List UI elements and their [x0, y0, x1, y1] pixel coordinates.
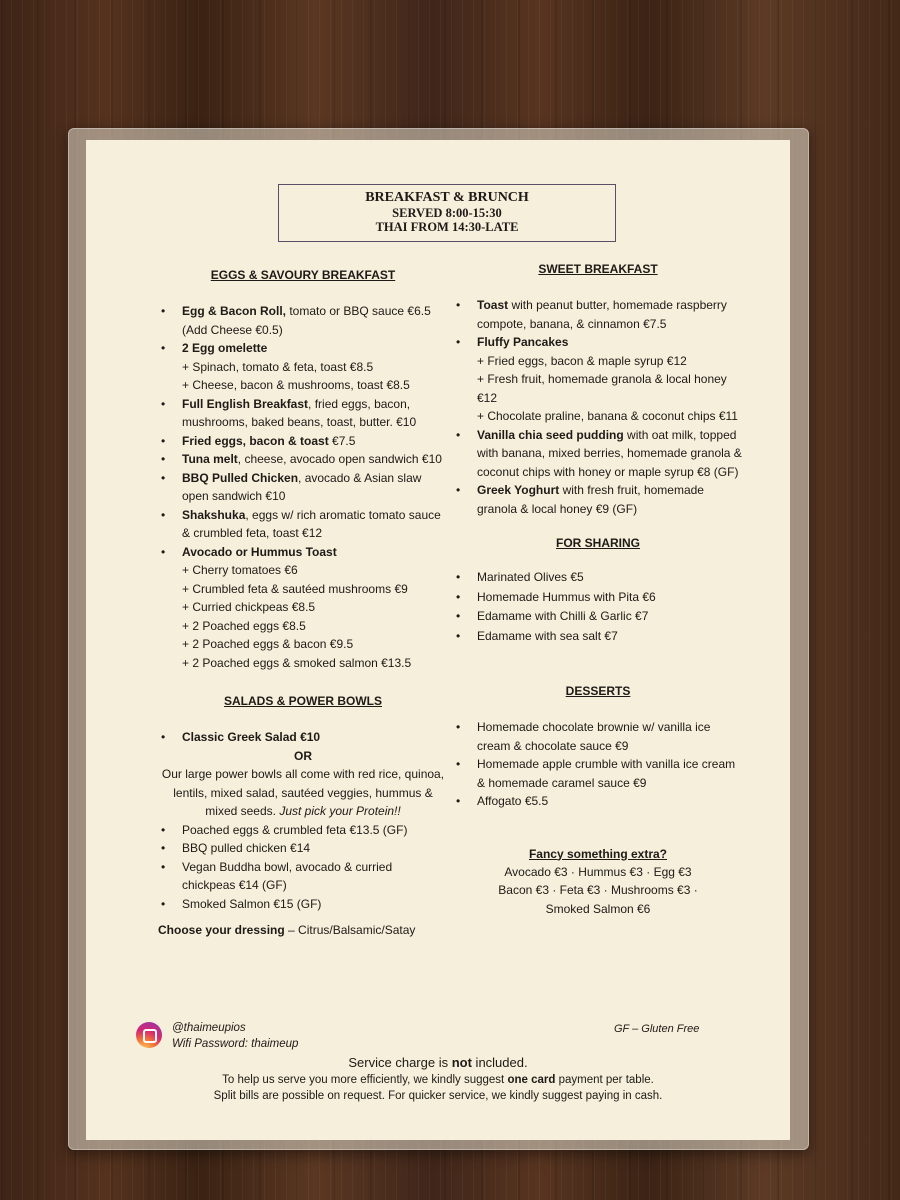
- menu-item: [158, 543, 448, 673]
- menu-item: [158, 469, 448, 506]
- item-name: Fried eggs, bacon & toast: [182, 433, 329, 448]
- eggs-section-title: EGGS & SAVOURY BREAKFAST: [210, 268, 396, 282]
- header-thai-hours: THAI FROM 14:30-LATE: [375, 220, 519, 234]
- extras-line: Bacon €3 · Feta €3 · Mushrooms €3 ·: [498, 883, 698, 897]
- menu-item: [158, 728, 448, 747]
- sweet-section-title: SWEET BREAKFAST: [538, 262, 658, 276]
- item-name: Shakshuka: [182, 507, 246, 522]
- menu-item: [453, 481, 743, 518]
- bowls-italic: Just pick your Protein!!: [279, 804, 401, 818]
- item-option: + Curried chickpeas €8.5: [182, 600, 316, 614]
- list-item: • Poached eggs & crumbled feta €13.5 (GF): [158, 821, 448, 840]
- card-bold: one card: [507, 1074, 556, 1086]
- gf-legend: GF – Gluten Free: [614, 1023, 700, 1035]
- item-name: Full English Breakfast: [182, 396, 309, 411]
- item-name: Toast: [477, 298, 509, 312]
- menu-item: [158, 450, 448, 469]
- menu-item: [453, 333, 743, 426]
- item-price: €10: [296, 730, 321, 744]
- list-item: • Homemade chocolate brownie w/ vanilla ice cream & chocolate sauce €9: [453, 718, 743, 755]
- bowls-description: [158, 765, 448, 821]
- menu-item: [158, 339, 448, 395]
- bowls-text: Our large power bowls all come with red rice, quinoa, lentils, mixed salad, sautéed veggies, hummus & mixed seeds.: [161, 767, 445, 818]
- item-option: + Crumbled feta & sautéed mushrooms €9: [182, 581, 408, 596]
- item-option: + Chocolate praline, banana & coconut chips €11: [477, 409, 738, 423]
- item-option: + Spinach, tomato & feta, toast €8.5: [182, 359, 374, 374]
- menu-item: [158, 395, 448, 432]
- menu-sheet: [86, 140, 790, 1140]
- item-option: + 2 Poached eggs & bacon €9.5: [182, 637, 354, 651]
- greek-salad-list: [158, 728, 448, 747]
- item-name: Classic Greek Salad: [182, 730, 297, 744]
- desserts-list: [453, 718, 743, 811]
- item-option: + 2 Poached eggs & smoked salmon €13.5: [182, 655, 412, 670]
- item-desc: , avocado & Asian slaw open sandwich €10: [182, 470, 422, 503]
- item-name: Vanilla chia seed pudding: [477, 427, 624, 442]
- menu-header: [278, 184, 616, 242]
- item-desc: , eggs w/ rich aromatic tomato sauce & crumbled feta, toast €12: [182, 507, 441, 540]
- footer: [86, 1054, 790, 1104]
- extras-title: Fancy something extra?: [528, 846, 668, 861]
- sharing-list: [453, 568, 743, 646]
- item-name: Fluffy Pancakes: [477, 335, 569, 349]
- service-charge-note: [86, 1054, 790, 1072]
- dressing-label: Choose your dressing: [158, 923, 285, 937]
- eggs-list: [158, 302, 448, 672]
- header-title: BREAKFAST & BRUNCH: [365, 190, 529, 205]
- item-option: + 2 Poached eggs €8.5: [182, 618, 306, 633]
- item-name: Greek Yoghurt: [477, 483, 560, 497]
- right-column: [453, 260, 743, 918]
- or-label: OR: [294, 748, 312, 763]
- item-name: Tuna melt: [182, 452, 238, 466]
- list-item: • Edamame with sea salt €7: [453, 627, 743, 647]
- extras-block: [453, 845, 743, 919]
- item-option: + Fresh fruit, homemade granola & local honey €12: [477, 372, 727, 405]
- service-bold: not: [451, 1055, 472, 1070]
- instagram-icon: [136, 1022, 162, 1048]
- bowls-list: [158, 821, 448, 914]
- card-pre: To help us serve you more efficiently, we kindly suggest: [222, 1074, 508, 1086]
- list-item: • Marinated Olives €5: [453, 568, 743, 588]
- extras-line: Avocado €3 · Hummus €3 · Egg €3: [504, 864, 692, 879]
- list-item: • Homemade Hummus with Pita €6: [453, 588, 743, 608]
- desserts-section-title: DESSERTS: [565, 684, 631, 698]
- list-item: • Smoked Salmon €15 (GF): [158, 895, 448, 914]
- sweet-list: [453, 296, 743, 518]
- dressing-options: – Citrus/Balsamic/Satay: [284, 923, 416, 937]
- item-desc: , fried eggs, bacon, mushrooms, baked beans, toast, butter. €10: [182, 396, 417, 429]
- menu-item: [453, 296, 743, 333]
- service-post: included.: [471, 1055, 528, 1070]
- item-desc: with oat milk, topped with banana, mixed berries, homemade granola & coconut chips with honey or maple syrup €8 (GF): [477, 427, 742, 479]
- item-desc: tomato or BBQ sauce €6.5 (Add Cheese €0.5): [182, 304, 431, 337]
- wifi-password: Wifi Password: thaimeup: [172, 1038, 299, 1050]
- item-desc: €7.5: [328, 433, 356, 448]
- menu-item: [158, 302, 448, 339]
- list-item: • Affogato €5.5: [453, 792, 743, 811]
- item-name: Egg & Bacon Roll,: [182, 304, 287, 318]
- item-desc: with fresh fruit, homemade granola & local honey €9 (GF): [477, 483, 704, 516]
- menu-item: [453, 426, 743, 482]
- split-bill-note: Split bills are possible on request. For quicker service, we kindly suggest paying in cash.: [213, 1090, 663, 1102]
- salads-section-title: SALADS & POWER BOWLS: [224, 694, 382, 708]
- item-option: + Cherry tomatoes €6: [182, 563, 298, 577]
- left-column: [158, 266, 448, 940]
- item-name: 2 Egg omelette: [182, 341, 268, 355]
- list-item: • Edamame with Chilli & Garlic €7: [453, 607, 743, 627]
- item-name: Avocado or Hummus Toast: [182, 544, 337, 559]
- item-desc: , cheese, avocado open sandwich €10: [237, 452, 442, 466]
- list-item: • Homemade apple crumble with vanilla ice cream & homemade caramel sauce €9: [453, 755, 743, 792]
- item-name: BBQ Pulled Chicken: [182, 470, 299, 485]
- dressing-line: [158, 921, 448, 940]
- item-option: + Fried eggs, bacon & maple syrup €12: [477, 353, 687, 368]
- list-item: • Vegan Buddha bowl, avocado & curried chickpeas €14 (GF): [158, 858, 448, 895]
- list-item: • BBQ pulled chicken €14: [158, 839, 448, 858]
- social-text: [172, 1020, 298, 1052]
- extras-line: Smoked Salmon €6: [545, 901, 651, 916]
- instagram-handle: @thaimeupios: [172, 1022, 246, 1034]
- menu-item: [158, 506, 448, 543]
- menu-item: [158, 432, 448, 451]
- service-pre: Service charge is: [348, 1055, 452, 1070]
- sharing-section-title: FOR SHARING: [556, 536, 640, 550]
- payment-note: [86, 1072, 790, 1088]
- card-post: payment per table.: [555, 1074, 654, 1086]
- item-desc: with peanut butter, homemade raspberry compote, banana, & cinnamon €7.5: [477, 298, 727, 331]
- header-hours: SERVED 8:00-15:30: [392, 206, 502, 220]
- item-option: + Cheese, bacon & mushrooms, toast €8.5: [182, 378, 410, 392]
